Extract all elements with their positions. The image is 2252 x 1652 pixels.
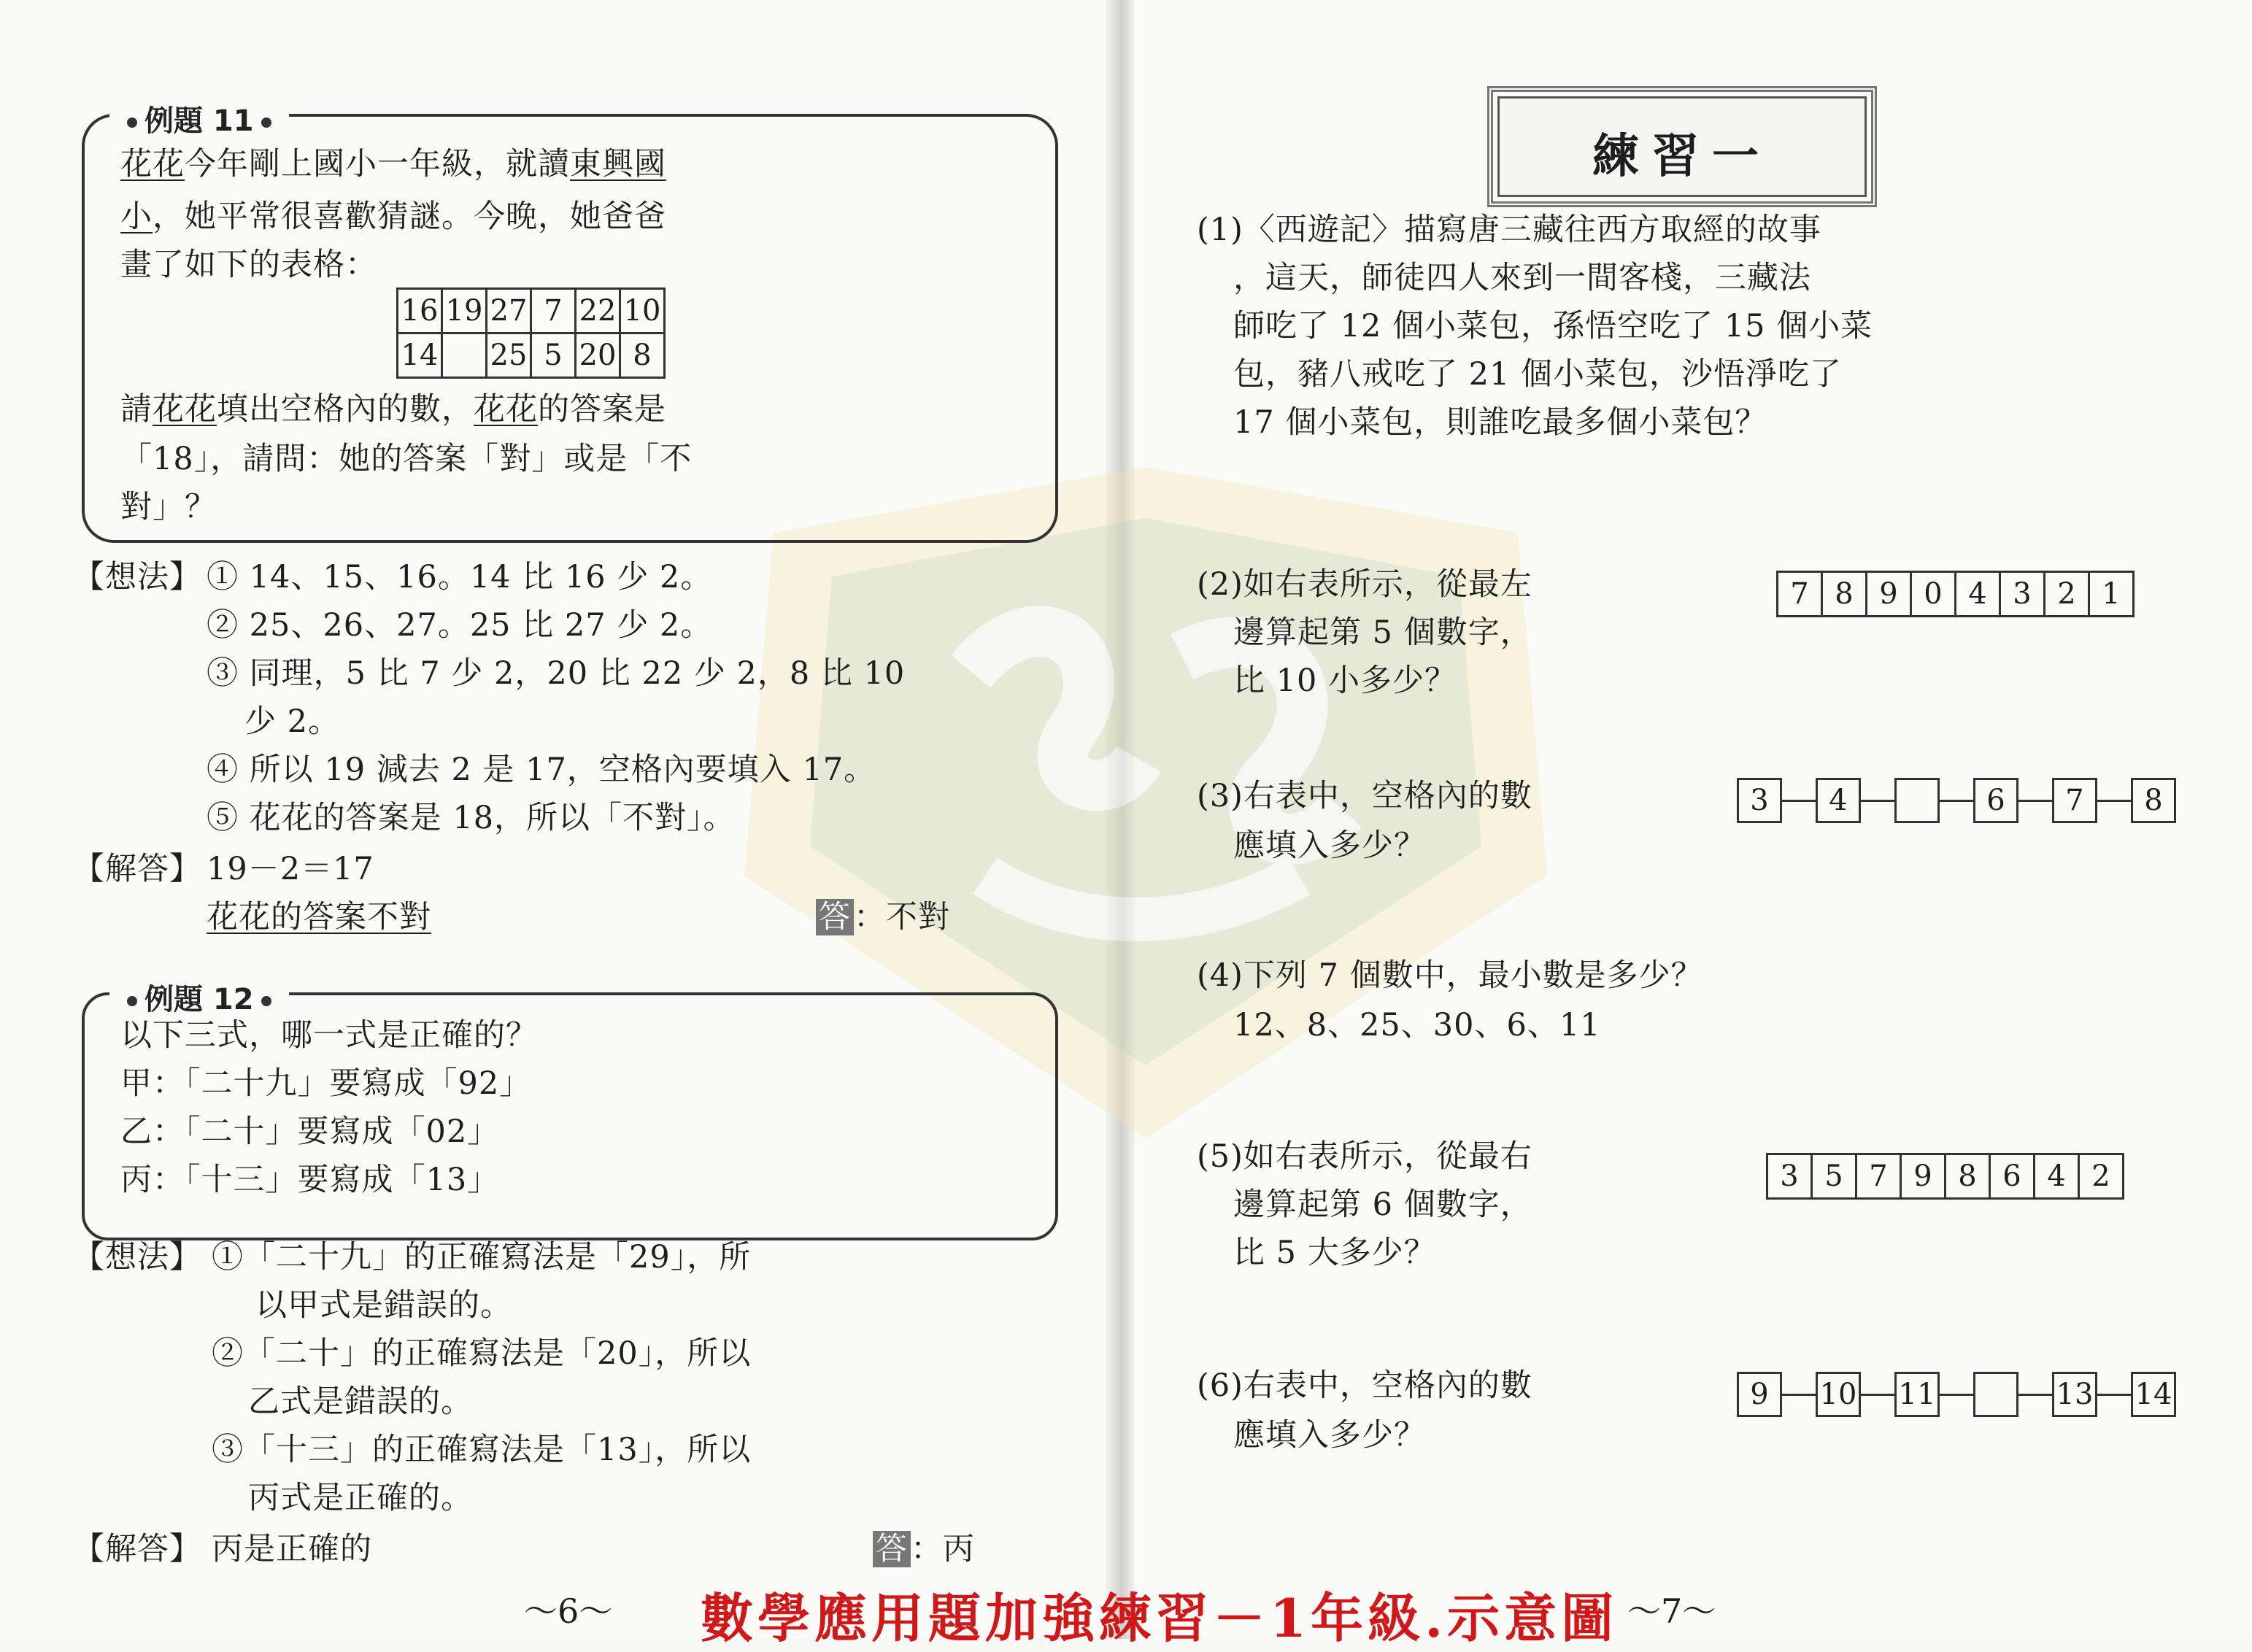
ex12-line-2: 甲：「二十九」要寫成「92」 xyxy=(120,1065,532,1102)
digit-cell: 3 xyxy=(1767,1154,1812,1199)
answer-11-line: 花花的答案不對 xyxy=(207,899,431,935)
q5-digit-table xyxy=(1766,1153,2124,1200)
digit-cell: 6 xyxy=(1990,1154,2035,1199)
blank-chain-cell xyxy=(1894,778,1940,823)
answer-12-tag: 【解答】 xyxy=(73,1531,201,1567)
bullet-icon xyxy=(261,117,271,128)
q2-line-1: (2)如右表所示，從最左 xyxy=(1197,566,1532,603)
ex11-question-line-2: 「18」，請問：她的答案「對」或是「不 xyxy=(120,441,693,477)
bullet-icon xyxy=(127,117,137,128)
chain-link xyxy=(1861,800,1894,802)
q3-number-chain xyxy=(1737,778,2176,823)
q5-line-3: 比 5 大多少？ xyxy=(1233,1235,1436,1271)
chain-link xyxy=(1782,800,1816,802)
idea-12-line-1: ①「二十九」的正確寫法是「29」，所 xyxy=(212,1239,752,1275)
chain-cell: 8 xyxy=(2131,778,2176,823)
q6-line-2: 應填入多少？ xyxy=(1233,1417,1426,1454)
chain-link xyxy=(1861,1394,1894,1396)
footer-title: 數學應用題加強練習－1年級.示意圖 xyxy=(701,1587,1619,1649)
ex11-line-3: 畫了如下的表格： xyxy=(120,247,377,283)
ex12-line-4: 丙：「十三」要寫成「13」 xyxy=(120,1162,500,1198)
answer-11-equation: 19－2＝17 xyxy=(207,851,374,887)
practice-title-frame xyxy=(1497,96,1867,197)
blank-chain-cell xyxy=(1973,1372,2018,1417)
q2-digit-table xyxy=(1776,571,2135,617)
page-number-right: ～7～ xyxy=(1627,1591,1716,1631)
digit-cell: 8 xyxy=(1822,572,1867,617)
table-cell: 22 xyxy=(576,289,620,333)
q5-line-1: (5)如右表所示，從最右 xyxy=(1197,1138,1532,1175)
idea-11-line-1: ① 14、15、16。14 比 16 少 2。 xyxy=(207,559,713,595)
chain-cell: 11 xyxy=(1894,1372,1940,1417)
ex12-line-3: 乙：「二十」要寫成「02」 xyxy=(120,1113,500,1150)
bullet-icon xyxy=(127,996,137,1006)
idea-11-tag: 【想法】 xyxy=(73,559,201,595)
digit-cell: 2 xyxy=(2045,572,2089,617)
chain-link xyxy=(1940,1394,1973,1396)
chain-cell: 6 xyxy=(1973,778,2018,823)
idea-11-line-4: 少 2。 xyxy=(244,703,341,740)
q2-line-2: 邊算起第 5 個數字， xyxy=(1233,614,1532,651)
digit-cell: 9 xyxy=(1901,1154,1946,1199)
table-row xyxy=(398,333,665,378)
answer-11-tag: 【解答】 xyxy=(73,851,201,887)
answer-11-final: 答：不對 xyxy=(816,899,950,937)
idea-11-line-6: ⑤ 花花的答案是 18，所以「不對」。 xyxy=(207,800,736,836)
table-row xyxy=(1778,572,2134,617)
idea-12-line-2: 以甲式是錯誤的。 xyxy=(255,1287,512,1324)
chain-cell: 14 xyxy=(2131,1372,2176,1417)
idea-12-line-4: 乙式是錯誤的。 xyxy=(248,1383,473,1420)
chain-cell: 7 xyxy=(2052,778,2097,823)
ex11-line-2: 小，她平常很喜歡猜謎。今晚，她爸爸 xyxy=(120,198,666,235)
idea-12-line-3: ②「二十」的正確寫法是「20」，所以 xyxy=(212,1335,752,1372)
table-cell: 25 xyxy=(487,333,531,378)
blank-table-cell xyxy=(442,333,487,378)
idea-11-line-3: ③ 同理，5 比 7 少 2，20 比 22 少 2，8 比 10 xyxy=(207,655,906,692)
answer-12-final: 答：丙 xyxy=(873,1531,975,1569)
digit-cell: 1 xyxy=(2089,572,2134,617)
q5-line-2: 邊算起第 6 個數字， xyxy=(1233,1186,1532,1223)
digit-cell: 2 xyxy=(2079,1154,2124,1199)
chain-cell: 9 xyxy=(1737,1372,1782,1417)
table-cell: 8 xyxy=(620,333,665,378)
q3-line-1: (3)右表中，空格內的數 xyxy=(1197,778,1532,814)
chain-link xyxy=(1940,800,1973,802)
q3-line-2: 應填入多少？ xyxy=(1233,827,1426,864)
table-cell: 7 xyxy=(531,289,576,333)
q1-line-3: 師吃了 12 個小菜包，孫悟空吃了 15 個小菜 xyxy=(1233,308,1873,344)
q4-line-2: 12、8、25、30、6、11 xyxy=(1233,1007,1601,1043)
idea-12-tag: 【想法】 xyxy=(73,1239,201,1275)
bullet-icon xyxy=(261,996,271,1006)
chain-link xyxy=(2018,800,2052,802)
example-11-number-table xyxy=(396,287,666,379)
digit-cell: 9 xyxy=(1867,572,1911,617)
idea-12-line-6: 丙式是正確的。 xyxy=(248,1480,473,1516)
table-cell: 5 xyxy=(531,333,576,378)
table-row xyxy=(1767,1154,2124,1199)
digit-cell: 0 xyxy=(1911,572,1956,617)
chain-cell: 4 xyxy=(1816,778,1861,823)
example-11-label: 例題 11 xyxy=(109,98,289,139)
table-row xyxy=(398,289,665,333)
table-cell: 20 xyxy=(576,333,620,378)
digit-cell: 7 xyxy=(1856,1154,1901,1199)
example-12-label: 例題 12 xyxy=(109,976,289,1018)
q1-line-4: 包，豬八戒吃了 21 個小菜包，沙悟淨吃了 xyxy=(1233,356,1843,393)
idea-11-line-5: ④ 所以 19 減去 2 是 17，空格內要填入 17。 xyxy=(207,752,876,788)
q2-line-3: 比 10 小多少？ xyxy=(1233,663,1457,699)
chain-link xyxy=(2018,1394,2052,1396)
chain-link xyxy=(2097,800,2131,802)
idea-11-line-2: ② 25、26、27。25 比 27 少 2。 xyxy=(207,607,713,644)
chain-link xyxy=(2097,1394,2131,1396)
table-cell: 27 xyxy=(487,289,531,333)
q1-line-1: (1)〈西遊記〉描寫唐三藏往西方取經的故事 xyxy=(1197,212,1821,248)
practice-title: 練習一 xyxy=(1592,129,1772,184)
idea-12-line-5: ③「十三」的正確寫法是「13」，所以 xyxy=(212,1432,752,1468)
table-cell: 10 xyxy=(620,289,665,333)
chain-cell: 13 xyxy=(2052,1372,2097,1417)
q4-line-1: (4)下列 7 個數中，最小數是多少？ xyxy=(1197,957,1703,994)
q1-line-5: 17 個小菜包，則誰吃最多個小菜包？ xyxy=(1233,404,1767,441)
digit-cell: 8 xyxy=(1946,1154,1990,1199)
ex11-question-line-1: 請花花填出空格內的數，花花的答案是 xyxy=(120,391,666,428)
table-cell: 16 xyxy=(398,289,442,333)
chain-cell: 10 xyxy=(1816,1372,1861,1417)
digit-cell: 5 xyxy=(1812,1154,1856,1199)
page-number-left: ～6～ xyxy=(524,1591,613,1631)
q6-line-1: (6)右表中，空格內的數 xyxy=(1197,1367,1532,1404)
table-cell: 19 xyxy=(442,289,487,333)
digit-cell: 4 xyxy=(2035,1154,2079,1199)
ex11-question-line-3: 對」？ xyxy=(120,489,217,525)
digit-cell: 4 xyxy=(1956,572,2000,617)
digit-cell: 3 xyxy=(2000,572,2045,617)
q1-line-2: ，這天，師徒四人來到一間客棧，三藏法 xyxy=(1233,260,1811,296)
ex12-line-1: 以下三式，哪一式是正確的？ xyxy=(120,1017,538,1054)
chain-link xyxy=(1782,1394,1816,1396)
answer-12-line: 丙是正確的 xyxy=(212,1531,372,1567)
table-cell: 14 xyxy=(398,333,442,378)
ex11-line-1: 花花今年剛上國小一年級，就讀東興國 xyxy=(120,146,666,182)
digit-cell: 7 xyxy=(1778,572,1822,617)
chain-cell: 3 xyxy=(1737,778,1782,823)
q6-number-chain xyxy=(1737,1372,2176,1417)
